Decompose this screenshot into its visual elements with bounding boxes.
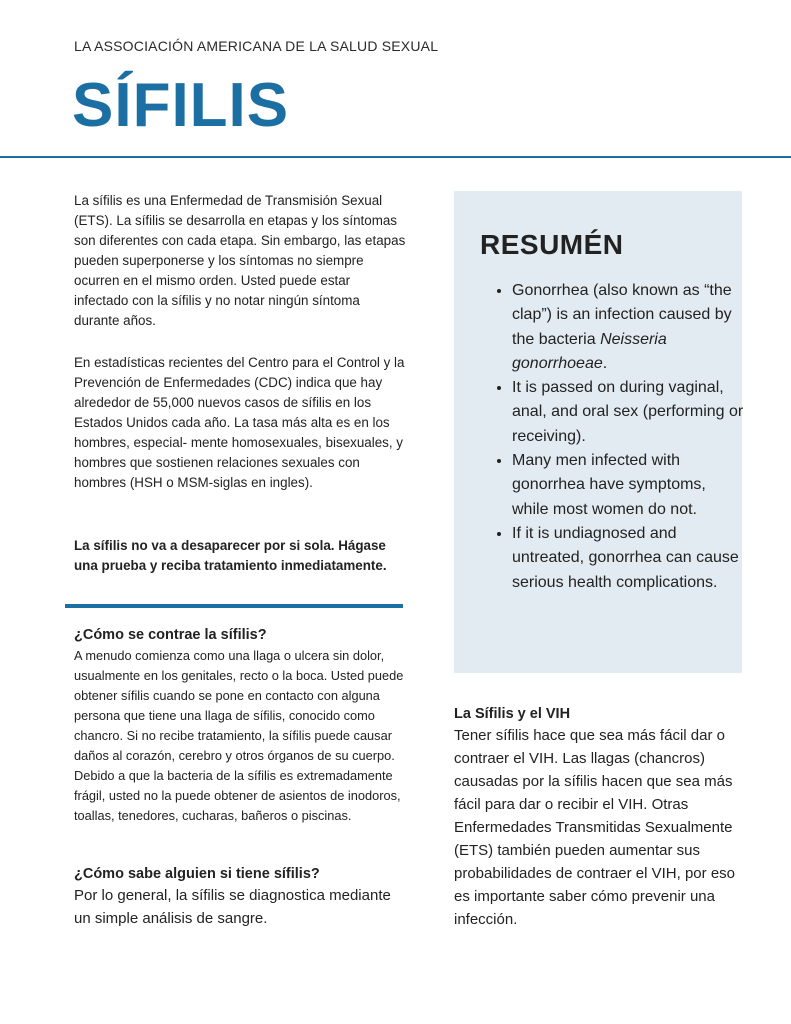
intro-paragraph-1: La sífilis es una Enfermedad de Transmisión Sexual (ETS). La sífilis se desarrolla en etapas y los síntomas son diferentes con cada etapa. Sin embargo, las etapas pueden superponerse y los síntomas no siempre ocurren en el mismo orden. Usted puede estar infectado con la sífilis y no notar ningún síntoma durante años. — [74, 193, 406, 328]
summary-box — [454, 191, 742, 673]
summary-item-1 — [512, 279, 744, 376]
diagnosis-heading: ¿Cómo sabe alguien si tiene sífilis? — [74, 866, 320, 882]
page-title: SÍFILIS — [72, 71, 290, 140]
bacteria-name: Neisseria gonorrhoeae — [512, 330, 667, 372]
summary-item-1-end: . — [602, 354, 608, 372]
summary-item-3: • Many men infected with gonorrhea have symptoms, while most women do not. — [512, 449, 744, 522]
header-divider — [0, 156, 791, 158]
hiv-body: Tener sífilis hace que sea más fácil dar o contraer el VIH. Las llagas (chancros) causadas por la sífilis hacen que sea más fácil para dar o recibir el VIH. Otras Enfermedades Transmitidas Sexualmente (ETS) también pueden aumentar sus probabilidades de contraer el VIH, por eso es importante saber cómo prevenir una infección. — [454, 727, 736, 928]
summary-title: RESUMÉN — [480, 229, 624, 260]
hiv-heading: La Sífilis y el VIH — [454, 706, 571, 722]
summary-item-1-text: Gonorrhea (also known as “the clap”) is an infection caused by the bacteria — [512, 282, 732, 348]
contract-heading: ¿Cómo se contrae la sífilis? — [74, 627, 267, 643]
summary-list — [490, 279, 744, 595]
intro-paragraph-2: En estadísticas recientes del Centro para el Control y la Prevención de Enfermedades (CDC) indica que hay alrededor de 55,000 nuevos casos de sífilis en los Estados Unidos cada año. La tasa más alta es en los hombres, especial- mente homosexuales, bisexuales, y hombres que sostienen relaciones sexuales con hombres (HSH o MSM-siglas en ingles). — [74, 355, 405, 490]
summary-item-4: • If it is undiagnosed and untreated, gonorrhea can cause serious health complications. — [512, 522, 744, 595]
section-divider — [65, 604, 403, 608]
diagnosis-body: Por lo general, la sífilis se diagnostica mediante un simple análisis de sangre. — [74, 887, 391, 927]
summary-item-2: • It is passed on during vaginal, anal, and oral sex (performing or receiving). — [512, 376, 744, 449]
contract-body: A menudo comienza como una llaga o ulcera sin dolor, usualmente en los genitales, recto o la boca. Usted puede obtener sífilis cuando se pone en contacto con alguna persona que tiene una llaga de sífilis, conocido como chancro. Si no recibe tratamiento, la sífilis puede causar daños al corazón, cerebro y otros órganos de su cuerpo. Debido a que la bacteria de la sífilis es extremadamente frágil, usted no la puede obtener de asientos de inodoros, toallas, tenedores, cucharas, bañeros o piscinas. — [74, 648, 404, 823]
organization-name: LA ASSOCIACIÓN AMERICANA DE LA SALUD SEXUAL — [74, 38, 439, 54]
bold-note: La sífilis no va a desaparecer por si sola. Hágase una prueba y reciba tratamiento inmediatamente. — [74, 538, 387, 573]
